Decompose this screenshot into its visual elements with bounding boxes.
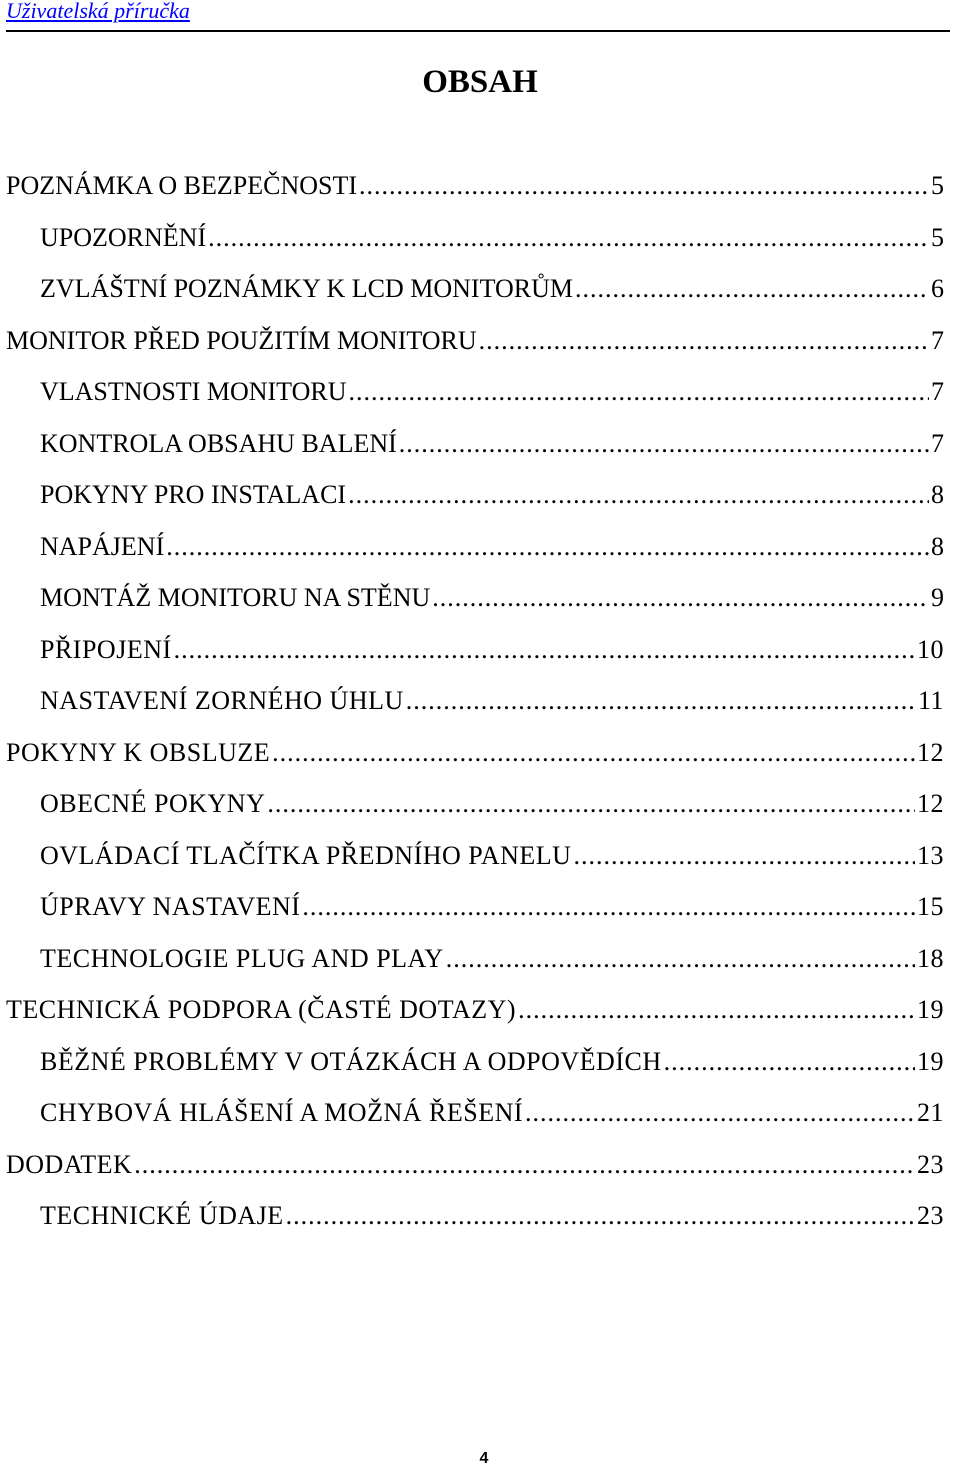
toc-entry-page: 8 — [931, 531, 944, 561]
toc-dot-leader — [359, 160, 929, 212]
toc-entry[interactable] — [40, 1036, 944, 1088]
toc-entry-page: 12 — [917, 737, 944, 767]
toc-entry[interactable] — [40, 366, 944, 418]
toc-entry-label: NAPÁJENÍ — [40, 531, 165, 561]
toc-entry[interactable] — [40, 521, 944, 573]
toc-entry[interactable] — [40, 778, 944, 830]
toc-entry-page: 7 — [931, 428, 944, 458]
toc-entry[interactable] — [40, 933, 944, 985]
toc-dot-leader — [348, 469, 929, 521]
toc-dot-leader — [446, 933, 915, 985]
toc-entry-page: 5 — [931, 222, 944, 252]
page-number: 4 — [479, 1450, 489, 1467]
toc-entry-label: ÚPRAVY NASTAVENÍ — [40, 892, 301, 921]
toc-entry-page: 23 — [917, 1149, 944, 1179]
toc-entry-label: MONTÁŽ MONITORU NA STĚNU — [40, 583, 431, 612]
toc-dot-leader — [399, 418, 929, 470]
page-title: OBSAH — [422, 64, 538, 100]
toc-entry-label: NASTAVENÍ ZORNÉHO ÚHLU — [40, 686, 404, 715]
toc-entry-label: OBECNÉ POKYNY — [40, 789, 266, 818]
toc-entry-label: ZVLÁŠTNÍ POZNÁMKY K LCD MONITORŮM — [40, 274, 573, 303]
toc-entry-label: TECHNICKÁ PODPORA (ČASTÉ DOTAZY) — [6, 995, 517, 1024]
toc-entry[interactable] — [40, 418, 944, 470]
toc-dot-leader — [302, 881, 915, 933]
toc-dot-leader — [573, 830, 915, 882]
toc-dot-leader — [174, 624, 915, 676]
toc-entry-page: 18 — [917, 943, 944, 973]
toc-dot-leader — [134, 1139, 915, 1191]
toc-entry-page: 19 — [917, 995, 944, 1024]
toc-entry-label: TECHNOLOGIE PLUG AND PLAY — [40, 943, 444, 973]
toc-entry-page: 8 — [931, 480, 944, 509]
toc-entry[interactable] — [6, 315, 944, 367]
toc-entry[interactable] — [40, 675, 944, 727]
toc-entry[interactable] — [40, 1190, 944, 1242]
toc-entry[interactable] — [6, 160, 944, 212]
toc-entry-page: 23 — [917, 1201, 944, 1230]
toc-entry-label: PŘIPOJENÍ — [40, 634, 172, 664]
toc-entry-page: 9 — [931, 583, 944, 612]
toc-dot-leader — [518, 984, 915, 1036]
toc-entry[interactable] — [40, 624, 944, 676]
toc-entry-page: 6 — [931, 274, 944, 303]
toc-dot-leader — [575, 263, 929, 315]
toc-entry-label: KONTROLA OBSAHU BALENÍ — [40, 428, 397, 458]
toc-entry[interactable] — [6, 727, 944, 779]
running-header — [6, 0, 950, 32]
toc-entry[interactable] — [40, 881, 944, 933]
toc-entry[interactable] — [40, 263, 944, 315]
toc-entry-label: POKYNY PRO INSTALACI — [40, 480, 347, 509]
toc-dot-leader — [166, 521, 929, 573]
toc-entry-page: 19 — [917, 1046, 944, 1076]
toc-entry-page: 7 — [931, 377, 944, 406]
toc-entry-page: 10 — [917, 634, 944, 664]
toc-entry-page: 21 — [917, 1098, 944, 1127]
toc-entry-label: CHYBOVÁ HLÁŠENÍ A MOŽNÁ ŘEŠENÍ — [40, 1098, 524, 1127]
toc-entry[interactable] — [40, 469, 944, 521]
toc-entry-page: 15 — [917, 892, 944, 921]
toc-dot-leader — [479, 315, 929, 367]
toc-entry-label: POZNÁMKA O BEZPEČNOSTI — [6, 171, 358, 200]
toc-entry-page: 13 — [917, 840, 944, 870]
toc-entry-page: 7 — [931, 325, 944, 355]
toc-entry-label: DODATEK — [6, 1149, 133, 1179]
toc-dot-leader — [208, 212, 929, 264]
toc-entry-label: POKYNY K OBSLUZE — [6, 737, 271, 767]
header-title-link[interactable]: Uživatelská příručka — [6, 0, 190, 23]
toc-entry-page: 5 — [931, 171, 944, 200]
toc-dot-leader — [272, 727, 915, 779]
toc-entry[interactable] — [6, 984, 944, 1036]
toc-entry-label: MONITOR PŘED POUŽITÍM MONITORU — [6, 325, 477, 355]
toc-entry[interactable] — [40, 1087, 944, 1139]
toc-entry-label: OVLÁDACÍ TLAČÍTKA PŘEDNÍHO PANELU — [40, 840, 572, 870]
toc-entry[interactable] — [40, 572, 944, 624]
toc-dot-leader — [406, 675, 916, 727]
toc-dot-leader — [267, 778, 915, 830]
toc-entry[interactable] — [6, 1139, 944, 1191]
toc-entry-label: BĚŽNÉ PROBLÉMY V OTÁZKÁCH A ODPOVĚDÍCH — [40, 1046, 662, 1076]
toc-entry-label: UPOZORNĚNÍ — [40, 222, 207, 252]
toc-dot-leader — [432, 572, 929, 624]
toc-entry-label: TECHNICKÉ ÚDAJE — [40, 1201, 284, 1230]
toc-entry[interactable] — [40, 212, 944, 264]
toc-dot-leader — [348, 366, 929, 418]
toc-dot-leader — [664, 1036, 915, 1088]
toc-entry-page: 12 — [917, 789, 944, 818]
toc-dot-leader — [525, 1087, 915, 1139]
toc-entry[interactable] — [40, 830, 944, 882]
toc-entry-page: 11 — [917, 686, 944, 715]
toc-entry-label: VLASTNOSTI MONITORU — [40, 377, 347, 406]
toc-dot-leader — [286, 1190, 915, 1242]
